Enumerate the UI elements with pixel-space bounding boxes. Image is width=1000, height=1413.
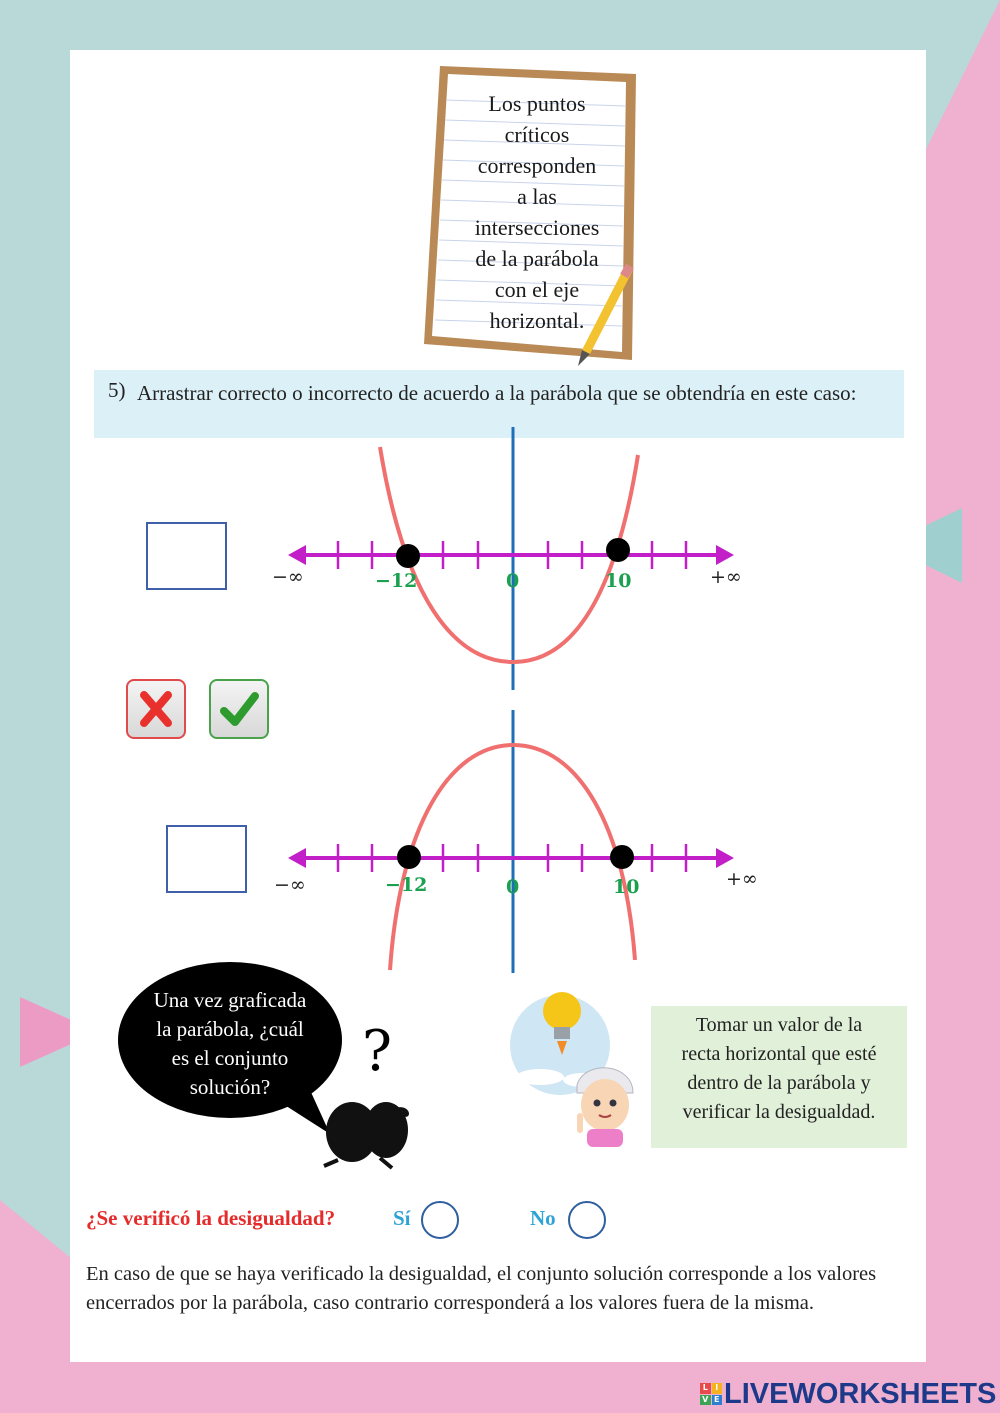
- arrow-left-icon: [288, 545, 306, 565]
- question-text: Arrastrar correcto o incorrecto de acuerdo a la parábola que se obtendría en este caso:: [137, 381, 857, 405]
- brand-name: LIVEWORKSHEETS: [724, 1377, 997, 1410]
- hint-line: dentro de la parábola y: [687, 1072, 871, 1094]
- answer-dropzone-bottom[interactable]: [166, 825, 247, 893]
- check-icon: [211, 681, 267, 737]
- note-line: a las: [517, 184, 557, 209]
- note-line: con el eje: [494, 277, 580, 302]
- no-label: No: [530, 1206, 556, 1230]
- zero-label: 0: [506, 570, 520, 592]
- hint-line: Tomar un valor de la: [695, 1014, 863, 1036]
- pos-infinity-label: +∞: [726, 868, 758, 890]
- graph-bottom: [260, 705, 780, 975]
- root-left-label: −12: [375, 570, 418, 592]
- verify-question: ¿Se verificó la desigualdad?: [86, 1206, 336, 1230]
- bubble-line: la parábola, ¿cuál: [156, 1017, 304, 1041]
- root-right-label: 10: [605, 570, 632, 592]
- kid-avatar-icon: [577, 1068, 633, 1147]
- pos-infinity-label: +∞: [710, 566, 742, 588]
- logo-letter: V: [700, 1395, 711, 1406]
- zero-label: 0: [506, 876, 520, 898]
- cross-icon: [128, 681, 184, 737]
- bubble-line: es el conjunto: [171, 1046, 289, 1070]
- question-mark-icon: ?: [362, 1019, 393, 1084]
- bubble-line: Una vez graficada: [153, 988, 307, 1012]
- no-radio[interactable]: [568, 1201, 606, 1239]
- arrow-right-icon: [716, 545, 734, 565]
- hint-line: recta horizontal que esté: [681, 1043, 877, 1065]
- note-line: intersecciones: [474, 215, 600, 240]
- root-point: [396, 544, 420, 568]
- incorrect-tile[interactable]: [126, 679, 186, 739]
- graph-top: [260, 425, 770, 695]
- root-point: [397, 845, 421, 869]
- hint-text: [655, 1011, 903, 1127]
- neg-infinity-label: −∞: [272, 566, 304, 588]
- arrow-right-icon: [716, 848, 734, 868]
- yes-radio[interactable]: [421, 1201, 459, 1239]
- logo-letter: I: [712, 1383, 723, 1394]
- liveworksheets-logo-icon: [700, 1383, 722, 1405]
- hint-line: verificar la desigualdad.: [682, 1101, 876, 1123]
- confused-character-icon: [324, 1102, 408, 1168]
- bubble-text: [130, 986, 330, 1102]
- question-number: 5): [108, 378, 126, 402]
- logo-letter: E: [712, 1395, 723, 1406]
- idea-kid-illustration: [505, 985, 645, 1150]
- yes-label: Sí: [393, 1206, 411, 1230]
- liveworksheets-brand[interactable]: [700, 1378, 996, 1410]
- root-point: [610, 845, 634, 869]
- logo-letter: L: [700, 1383, 711, 1394]
- bubble-line: solución?: [189, 1075, 271, 1099]
- note-line: corresponden: [477, 153, 597, 178]
- note-line: Los puntos: [488, 91, 586, 116]
- note-line: de la parábola: [475, 246, 599, 271]
- arrow-left-icon: [288, 848, 306, 868]
- root-left-label: −12: [385, 874, 428, 896]
- root-right-label: 10: [613, 876, 640, 898]
- note-line: críticos: [504, 122, 570, 147]
- conclusion-text: En caso de que se haya verificado la desigualdad, el conjunto solución corresponde a los valores encerrados por la parábola, caso contrario corresponderá a los valores fuera de la misma.: [86, 1263, 877, 1314]
- note-line: horizontal.: [489, 308, 585, 333]
- root-point: [606, 538, 630, 562]
- neg-infinity-label: −∞: [274, 874, 306, 896]
- notepad-text: [452, 88, 622, 336]
- answer-dropzone-top[interactable]: [146, 522, 227, 590]
